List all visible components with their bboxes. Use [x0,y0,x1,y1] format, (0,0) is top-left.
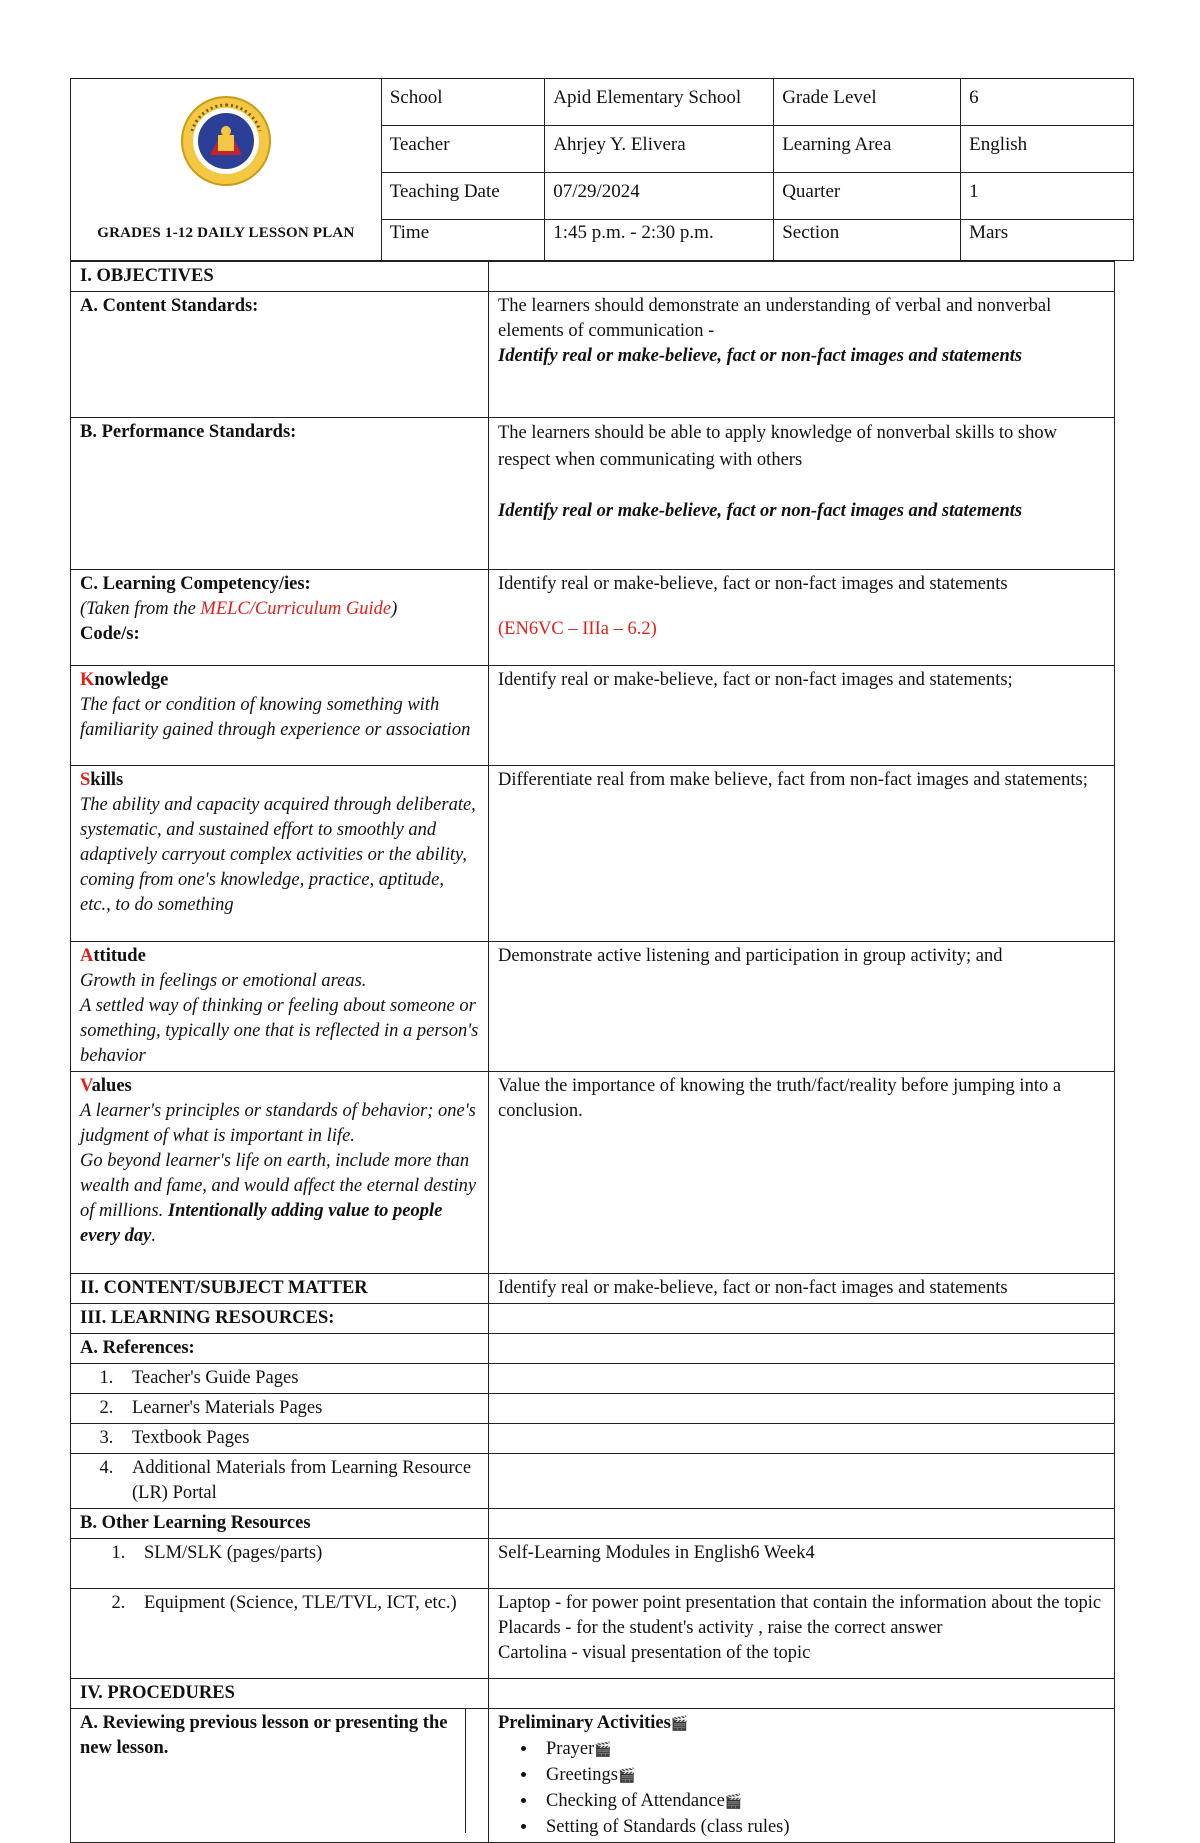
knowledge-initial: K [80,670,95,690]
skills-initial: S [80,770,91,790]
content-standards-text: The learners should demonstrate an understanding of verbal and nonverbal elements of communication - [498,296,1052,341]
section-label: Section [774,220,961,261]
competency-code: (EN6VC – IIIa – 6.2) [498,619,657,639]
resources-heading: III. LEARNING RESOURCES: [71,1304,489,1334]
competency-label: C. Learning Competency/ies: [80,574,311,594]
knowledge-row [71,666,1115,766]
equipment-line-cartolina: Cartolina - visual presentation of the topic [498,1643,811,1663]
competency-source-red: MELC/Curriculum Guide [200,599,392,619]
school-label: School [381,79,545,126]
clapperboard-icon: 🎬 [617,1769,636,1784]
competency-cell [489,570,1115,666]
reference-item: 4. Additional Materials from Learning Resource (LR) Portal [118,1456,479,1506]
content-text: Identify real or make-believe, fact or non-fact images and statements [489,1274,1115,1304]
procedures-heading-row [71,1679,1115,1709]
references-label: A. References: [71,1334,489,1364]
competency-code-label: Code/s: [80,624,140,644]
skills-label: kills [90,770,124,790]
slm-label: 1. SLM/SLK (pages/parts) [130,1541,479,1566]
performance-standards-emph: Identify real or make-believe, fact or non-fact images and statements [498,501,1023,521]
attitude-initial: A [80,946,94,966]
competency-source-pre: (Taken from the [80,599,201,619]
reference-item: 2. Learner's Materials Pages [118,1396,479,1421]
preliminary-item: • Checking of Attendance🎬 [538,1789,1105,1815]
grade-level-value: 6 [961,79,1134,126]
preliminary-label: Preliminary Activities [498,1713,671,1733]
skills-row [71,766,1115,942]
teacher-label: Teacher [381,126,545,173]
preliminary-list [498,1737,1105,1840]
knowledge-description: The fact or condition of knowing something with familiarity gained through experience or association [80,695,471,740]
reference-row-4 [71,1454,1115,1509]
header-logo-cell [71,79,382,261]
values-label-cell [71,1072,489,1274]
skills-label-cell [71,766,489,942]
performance-standards-cell [489,418,1115,570]
quarter-label: Quarter [774,173,961,220]
other-resources-label: B. Other Learning Resources [71,1509,489,1539]
preliminary-item: • Setting of Standards (class rules) [538,1815,1105,1840]
values-description-bold: Intentionally adding value to people every day [80,1201,443,1246]
lesson-plan-title: GRADES 1-12 DAILY LESSON PLAN [97,225,355,241]
values-description-end: . [151,1226,157,1246]
header-table [70,78,1134,261]
preliminary-item: • Prayer🎬 [538,1737,1105,1763]
clapperboard-icon: 🎬 [724,1795,743,1810]
reference-row-1 [71,1364,1115,1394]
equipment-cell [489,1589,1115,1679]
other-resources-row [71,1509,1115,1539]
values-initial: V [80,1076,92,1096]
deped-seal-icon [180,95,272,187]
values-text: Value the importance of knowing the truth/fact/reality before jumping into a conclusion. [489,1072,1115,1274]
teaching-date-label: Teaching Date [381,173,545,220]
objectives-heading: I. OBJECTIVES [71,262,489,292]
equipment-row [71,1589,1115,1679]
slm-text: Self-Learning Modules in English6 Week4 [489,1539,1115,1589]
skills-text: Differentiate real from make believe, fact from non-fact images and statements; [489,766,1115,942]
school-value: Apid Elementary School [545,79,774,126]
quarter-value: 1 [961,173,1134,220]
knowledge-label: nowledge [94,670,169,690]
values-row [71,1072,1115,1274]
competency-source-post: ) [391,599,398,619]
content-standards-emph: Identify real or make-believe, fact or non-fact images and statements [498,346,1023,366]
lesson-plan-page [70,78,1128,1843]
content-standards-label: A. Content Standards: [71,292,489,418]
equipment-line-placards: Placards - for the student's activity , raise the correct answer [498,1618,943,1638]
time-value: 1:45 p.m. - 2:30 p.m. [545,220,774,261]
performance-standards-row [71,418,1115,570]
preliminary-cell [489,1709,1115,1843]
skills-description: The ability and capacity acquired through deliberate, systematic, and sustained effort to smoothly and adaptively carryout complex activities or the ability, coming from one's knowledge, practice, aptitude, etc., to do something [80,795,476,915]
teaching-date-value: 07/29/2024 [545,173,774,220]
values-label: alues [91,1076,132,1096]
equipment-line-laptop: Laptop - for power point presentation that contain the information about the topic [498,1593,1102,1613]
procedures-heading: IV. PROCEDURES [71,1679,489,1709]
references-row [71,1334,1115,1364]
values-description-1: A learner's principles or standards of behavior; one's judgment of what is important in life. [80,1101,476,1146]
objectives-heading-row [71,262,1115,292]
section-value: Mars [961,220,1134,261]
attitude-text: Demonstrate active listening and participation in group activity; and [489,942,1115,1072]
slm-row [71,1539,1115,1589]
clapperboard-icon: 🎬 [670,1717,689,1732]
content-row [71,1274,1115,1304]
competency-row [71,570,1115,666]
attitude-label-cell [71,942,489,1072]
equipment-label: 2. Equipment (Science, TLE/TVL, ICT, etc.) [130,1591,479,1616]
teacher-value: Ahrjey Y. Elivera [545,126,774,173]
preliminary-item: • Greetings🎬 [538,1763,1105,1789]
attitude-row [71,942,1115,1072]
performance-standards-text: The learners should be able to apply knowledge of nonverbal skills to show respect when communicating with others [498,423,1057,470]
reference-item: 3. Textbook Pages [118,1426,479,1451]
procedure-a-label: A. Reviewing previous lesson or presenting the new lesson. [71,1709,466,1833]
reference-item: 1. Teacher's Guide Pages [118,1366,479,1391]
resources-heading-row [71,1304,1115,1334]
learning-area-value: English [961,126,1134,173]
content-standards-row [71,292,1115,418]
reference-row-3 [71,1424,1115,1454]
reference-row-2 [71,1394,1115,1424]
content-standards-cell [489,292,1115,418]
performance-standards-label: B. Performance Standards: [71,418,489,570]
time-label: Time [381,220,545,261]
attitude-description-2: A settled way of thinking or feeling about someone or something, typically one that is reflected in a person's behavior [80,996,479,1066]
knowledge-text: Identify real or make-believe, fact or non-fact images and statements; [489,666,1115,766]
lesson-plan-table [70,261,1115,1843]
grade-level-label: Grade Level [774,79,961,126]
attitude-description-1: Growth in feelings or emotional areas. [80,971,367,991]
procedure-a-row [71,1709,1115,1843]
knowledge-label-cell [71,666,489,766]
learning-area-label: Learning Area [774,126,961,173]
content-heading: II. CONTENT/SUBJECT MATTER [71,1274,489,1304]
competency-label-cell [71,570,489,666]
competency-text: Identify real or make-believe, fact or non-fact images and statements [498,574,1008,594]
clapperboard-icon: 🎬 [594,1743,612,1758]
attitude-label: ttitude [93,946,146,966]
values-description-2: Go beyond learner's life on earth, include more than wealth and fame, and would affect the eternal destiny of millions. [80,1151,477,1221]
